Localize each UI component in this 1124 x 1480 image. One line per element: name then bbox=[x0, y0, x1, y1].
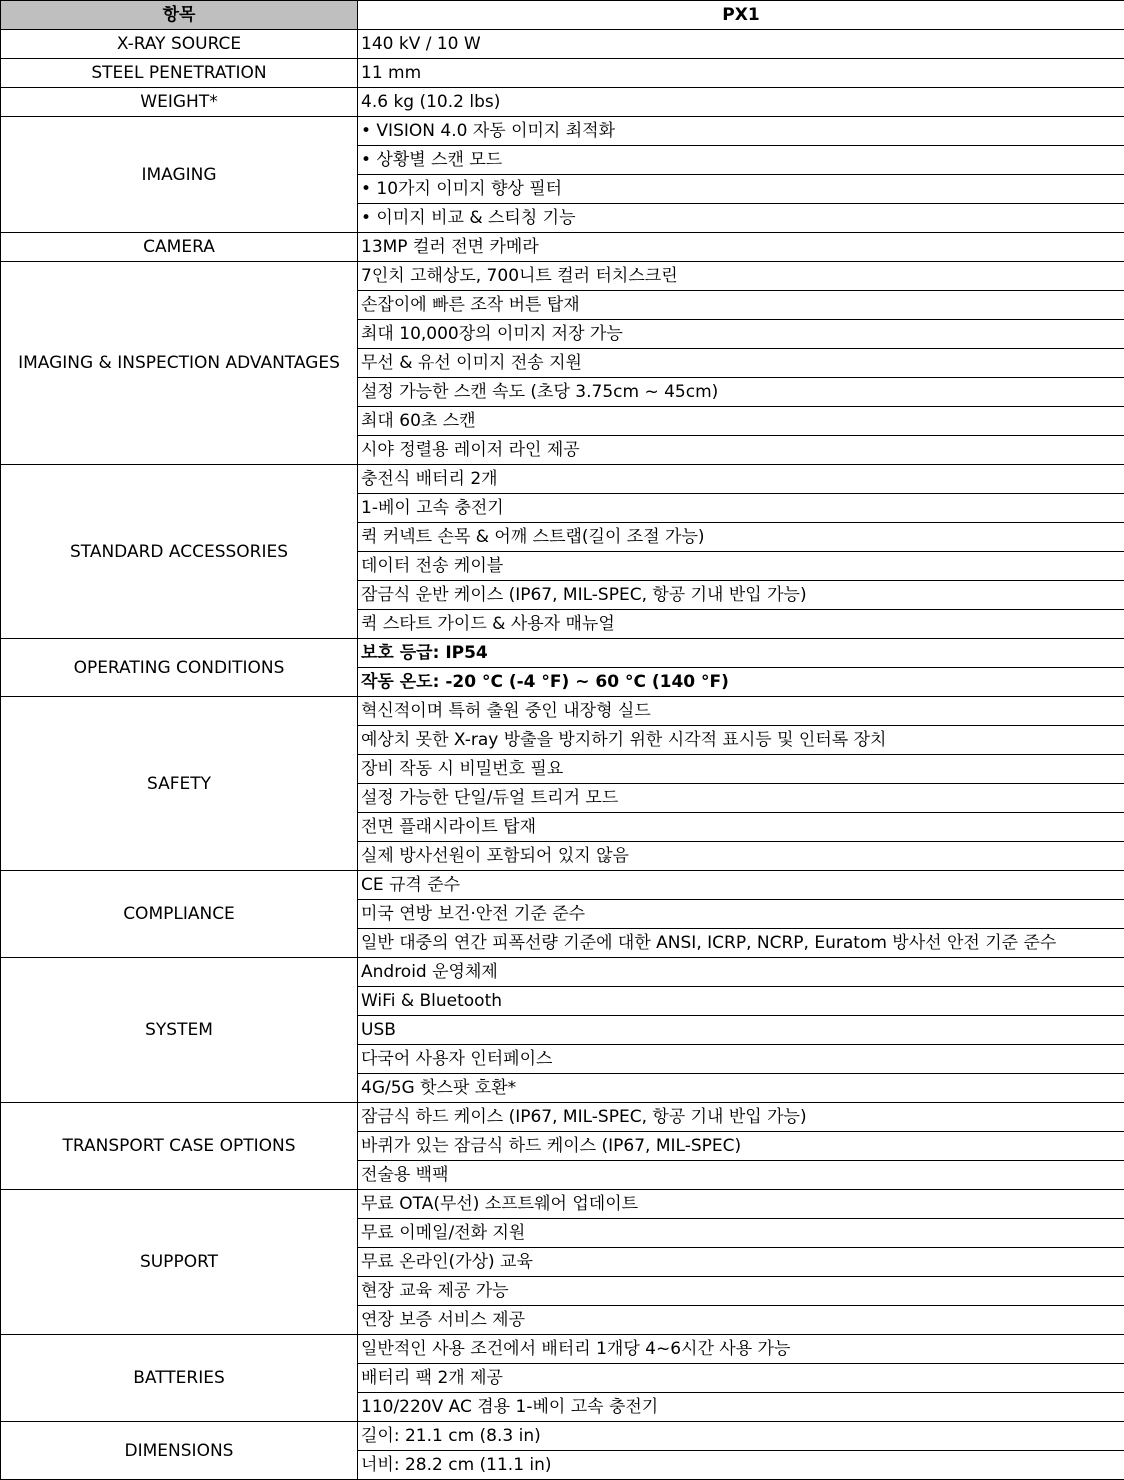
table-row bbox=[1, 958, 1124, 987]
row-value: 미국 연방 보건·안전 기준 준수 bbox=[358, 900, 1124, 929]
row-value: 4G/5G 핫스팟 호환* bbox=[358, 1074, 1124, 1103]
row-value: 실제 방사선원이 포함되어 있지 않음 bbox=[358, 842, 1124, 871]
row-label: BATTERIES bbox=[1, 1335, 358, 1422]
row-value: 1-베이 고속 충전기 bbox=[358, 494, 1124, 523]
table-row bbox=[1, 30, 1124, 59]
row-value: 길이: 21.1 cm (8.3 in) bbox=[358, 1422, 1124, 1451]
row-value: 예상치 못한 X-ray 방출을 방지하기 위한 시각적 표시등 및 인터록 장치 bbox=[358, 726, 1124, 755]
row-value: 일반 대중의 연간 피폭선량 기준에 대한 ANSI, ICRP, NCRP, Euratom 방사선 안전 기준 준수 bbox=[358, 929, 1124, 958]
row-value: 잠금식 운반 케이스 (IP67, MIL-SPEC, 항공 기내 반입 가능) bbox=[358, 581, 1124, 610]
row-value: • 이미지 비교 & 스티칭 기능 bbox=[358, 204, 1124, 233]
table-row bbox=[1, 1335, 1124, 1364]
row-value: 장비 작동 시 비밀번호 필요 bbox=[358, 755, 1124, 784]
row-value: 7인치 고해상도, 700니트 컬러 터치스크린 bbox=[358, 262, 1124, 291]
row-value: 설정 가능한 스캔 속도 (초당 3.75cm ~ 45cm) bbox=[358, 378, 1124, 407]
table-row bbox=[1, 88, 1124, 117]
row-value: • VISION 4.0 자동 이미지 최적화 bbox=[358, 117, 1124, 146]
row-label: SUPPORT bbox=[1, 1190, 358, 1335]
row-label: DIMENSIONS bbox=[1, 1422, 358, 1480]
row-value: 4.6 kg (10.2 lbs) bbox=[358, 88, 1124, 117]
row-label: X-RAY SOURCE bbox=[1, 30, 358, 59]
row-value: 최대 10,000장의 이미지 저장 가능 bbox=[358, 320, 1124, 349]
row-value: 무선 & 유선 이미지 전송 지원 bbox=[358, 349, 1124, 378]
table-row bbox=[1, 233, 1124, 262]
row-value: 혁신적이며 특허 출원 중인 내장형 실드 bbox=[358, 697, 1124, 726]
row-value: 무료 이메일/전화 지원 bbox=[358, 1219, 1124, 1248]
table-row bbox=[1, 262, 1124, 291]
row-label: STEEL PENETRATION bbox=[1, 59, 358, 88]
table-row bbox=[1, 59, 1124, 88]
row-value: 퀵 커넥트 손목 & 어깨 스트랩(길이 조절 가능) bbox=[358, 523, 1124, 552]
row-label: SAFETY bbox=[1, 697, 358, 871]
row-value: 일반적인 사용 조건에서 배터리 1개당 4~6시간 사용 가능 bbox=[358, 1335, 1124, 1364]
header-item: 항목 bbox=[1, 1, 358, 30]
row-value: 전면 플래시라이트 탑재 bbox=[358, 813, 1124, 842]
row-value: 140 kV / 10 W bbox=[358, 30, 1124, 59]
row-value: • 상황별 스캔 모드 bbox=[358, 146, 1124, 175]
table-row bbox=[1, 639, 1124, 668]
table-row bbox=[1, 117, 1124, 146]
row-label: CAMERA bbox=[1, 233, 358, 262]
row-label: OPERATING CONDITIONS bbox=[1, 639, 358, 697]
row-value: CE 규격 준수 bbox=[358, 871, 1124, 900]
row-label: IMAGING & INSPECTION ADVANTAGES bbox=[1, 262, 358, 465]
row-label: TRANSPORT CASE OPTIONS bbox=[1, 1103, 358, 1190]
spec-body bbox=[1, 30, 1124, 1480]
table-row bbox=[1, 1103, 1124, 1132]
row-value: 설정 가능한 단일/듀얼 트리거 모드 bbox=[358, 784, 1124, 813]
row-value: USB bbox=[358, 1016, 1124, 1045]
header-row bbox=[1, 1, 1124, 30]
table-row bbox=[1, 871, 1124, 900]
row-value: Android 운영체제 bbox=[358, 958, 1124, 987]
row-value: 배터리 팩 2개 제공 bbox=[358, 1364, 1124, 1393]
row-value: 시야 정렬용 레이저 라인 제공 bbox=[358, 436, 1124, 465]
row-value: 13MP 컬러 전면 카메라 bbox=[358, 233, 1124, 262]
row-value: 데이터 전송 케이블 bbox=[358, 552, 1124, 581]
row-value: 손잡이에 빠른 조작 버튼 탑재 bbox=[358, 291, 1124, 320]
row-value: • 10가지 이미지 향상 필터 bbox=[358, 175, 1124, 204]
row-value: 퀵 스타트 가이드 & 사용자 매뉴얼 bbox=[358, 610, 1124, 639]
row-value: 무료 OTA(무선) 소프트웨어 업데이트 bbox=[358, 1190, 1124, 1219]
row-value: 전술용 백팩 bbox=[358, 1161, 1124, 1190]
row-label: STANDARD ACCESSORIES bbox=[1, 465, 358, 639]
table-row bbox=[1, 1422, 1124, 1451]
row-value: 바퀴가 있는 잠금식 하드 케이스 (IP67, MIL-SPEC) bbox=[358, 1132, 1124, 1161]
row-value: 작동 온도: -20 °C (-4 °F) ~ 60 °C (140 °F) bbox=[358, 668, 1124, 697]
row-value: 다국어 사용자 인터페이스 bbox=[358, 1045, 1124, 1074]
row-label: SYSTEM bbox=[1, 958, 358, 1103]
table-row bbox=[1, 697, 1124, 726]
row-value: 보호 등급: IP54 bbox=[358, 639, 1124, 668]
row-value: 충전식 배터리 2개 bbox=[358, 465, 1124, 494]
row-value: 현장 교육 제공 가능 bbox=[358, 1277, 1124, 1306]
row-label: IMAGING bbox=[1, 117, 358, 233]
row-label: COMPLIANCE bbox=[1, 871, 358, 958]
row-value: 최대 60초 스캔 bbox=[358, 407, 1124, 436]
row-value: 110/220V AC 겸용 1-베이 고속 충전기 bbox=[358, 1393, 1124, 1422]
row-label: WEIGHT* bbox=[1, 88, 358, 117]
table-row bbox=[1, 465, 1124, 494]
row-value: 잠금식 하드 케이스 (IP67, MIL-SPEC, 항공 기내 반입 가능) bbox=[358, 1103, 1124, 1132]
row-value: 11 mm bbox=[358, 59, 1124, 88]
row-value: 너비: 28.2 cm (11.1 in) bbox=[358, 1451, 1124, 1480]
table-row bbox=[1, 1190, 1124, 1219]
row-value: WiFi & Bluetooth bbox=[358, 987, 1124, 1016]
row-value: 연장 보증 서비스 제공 bbox=[358, 1306, 1124, 1335]
row-value: 무료 온라인(가상) 교육 bbox=[358, 1248, 1124, 1277]
header-model: PX1 bbox=[358, 1, 1124, 30]
